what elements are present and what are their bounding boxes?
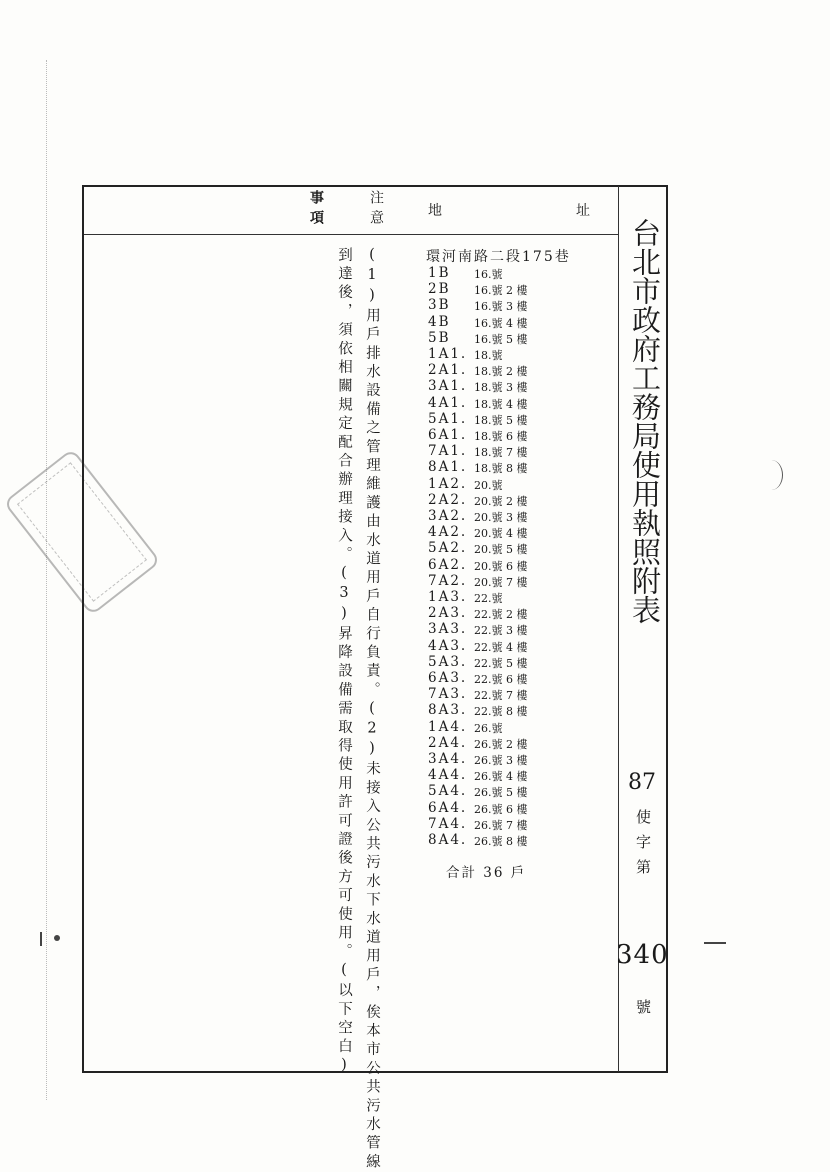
permit-word-3: 第 [636, 858, 652, 876]
unit-code: 2A2. [428, 491, 468, 508]
house-number: 26.號 7 樓 [474, 818, 528, 832]
permit-number: 340 [616, 940, 669, 970]
unit-code: 6A3. [428, 670, 468, 686]
house-number: 22.號 8 樓 [474, 705, 528, 719]
unit-code: 1A4. [428, 718, 468, 735]
permit-suffix: 號 [636, 998, 652, 1016]
document-title: 台北市政府工務局使用執照附表 [628, 218, 662, 624]
house-number: 18.號 5 樓 [474, 413, 528, 427]
header-notes-label: 注意 [368, 190, 384, 230]
house-number: 22.號 5 樓 [474, 656, 528, 670]
unit-code: 1A3. [428, 589, 468, 605]
house-number: 26.號 4 樓 [474, 770, 528, 784]
unit-code: 5A4. [428, 783, 468, 800]
header-matters-label: 事項 [308, 190, 324, 230]
house-number: 18.號 [474, 349, 503, 362]
unit-code: 8A4. [428, 832, 468, 848]
header-address-label-left: 地 [428, 203, 442, 219]
permit-word-2: 字 [636, 833, 652, 851]
unit-code: 7A2. [428, 572, 468, 589]
unit-code: 3A4. [428, 751, 468, 767]
house-number: 18.號 2 樓 [474, 365, 528, 379]
house-number: 16.號 [474, 268, 503, 281]
house-number: 22.號 7 樓 [474, 689, 528, 703]
house-number: 26.號 5 樓 [474, 786, 528, 800]
unit-code: 4A1. [428, 394, 468, 411]
unit-code: 5A1. [428, 410, 468, 427]
house-number: 16.號 5 樓 [474, 332, 528, 346]
unit-code: 1B [428, 265, 451, 281]
house-number: 18.號 4 樓 [474, 397, 528, 411]
unit-code: 2A3. [428, 605, 468, 622]
unit-code: 2B [428, 281, 451, 298]
house-number: 22.號 [474, 592, 503, 605]
unit-code: 7A3. [428, 686, 468, 703]
unit-code: 1A1. [428, 346, 468, 362]
margin-arc [760, 460, 783, 490]
unit-code: 7A4. [428, 815, 468, 832]
house-number: 16.號 4 樓 [474, 316, 528, 330]
unit-code: 2A4. [428, 734, 468, 751]
permit-word-1: 使 [636, 808, 652, 826]
header-divider [84, 234, 618, 235]
unit-code: 1A2. [428, 475, 468, 492]
house-number: 20.號 5 樓 [474, 543, 528, 557]
unit-code: 3A3. [428, 621, 468, 638]
unit-code: 3A1. [428, 378, 468, 395]
unit-code: 6A1. [428, 427, 468, 443]
unit-code: 3B [428, 297, 451, 314]
house-number: 20.號 2 樓 [474, 494, 528, 508]
house-number: 22.號 3 樓 [474, 624, 528, 638]
unit-code: 5A2. [428, 540, 468, 557]
house-number: 26.號 6 樓 [474, 802, 528, 816]
house-number: 22.號 4 樓 [474, 640, 528, 654]
unit-code: 8A1. [428, 459, 468, 476]
header-address-label-right: 址 [576, 203, 590, 219]
house-number: 26.號 8 樓 [474, 835, 528, 848]
house-number: 18.號 6 樓 [474, 430, 528, 443]
house-number: 22.號 2 樓 [474, 608, 528, 622]
unit-code: 8A3. [428, 702, 468, 719]
notes-column-2: 到達後，須依相關規定配合辦理接入。(3)昇降設備需取得使用許可證後方可使用。(以下空白) [336, 247, 352, 1078]
permit-year: 87 [628, 770, 656, 795]
unit-code: 4A4. [428, 767, 468, 784]
unit-code: 6A4. [428, 799, 468, 816]
house-number: 22.號 6 樓 [474, 673, 528, 686]
unit-code: 4B [428, 313, 451, 330]
household-total: 合計 36 戶 [446, 865, 527, 881]
scan-mark [40, 932, 42, 946]
unit-code: 6A2. [428, 556, 468, 573]
notes-column-1: (1)用戶排水設備之管理維護由水道用戶自行負責。(2)未接入公共污水下水道用戶，俟本市公共污水管線 [364, 247, 380, 1172]
unit-code: 5A3. [428, 653, 468, 670]
scan-mark [54, 935, 60, 941]
house-number: 26.號 2 樓 [474, 737, 528, 751]
house-number: 26.號 [474, 721, 503, 735]
house-number: 16.號 3 樓 [474, 300, 528, 314]
unit-code: 5B [428, 329, 451, 346]
house-number: 26.號 3 樓 [474, 754, 528, 767]
unit-code: 2A1. [428, 362, 468, 379]
unit-code: 3A2. [428, 508, 468, 524]
house-number: 20.號 [474, 478, 503, 492]
house-number: 20.號 6 樓 [474, 559, 528, 573]
house-number: 20.號 7 樓 [474, 575, 528, 589]
street-name: 環河南路二段175巷 [426, 249, 571, 265]
house-number: 20.號 3 樓 [474, 511, 528, 524]
house-number: 20.號 4 樓 [474, 527, 528, 541]
house-number: 18.號 7 樓 [474, 446, 528, 460]
house-number: 18.號 3 樓 [474, 381, 528, 395]
house-number: 18.號 8 樓 [474, 462, 528, 476]
house-number: 16.號 2 樓 [474, 284, 528, 298]
scan-mark [704, 942, 726, 944]
margin-dots [46, 60, 47, 1100]
unit-code: 4A3. [428, 637, 468, 654]
unit-code: 7A1. [428, 443, 468, 460]
unit-code: 4A2. [428, 524, 468, 541]
